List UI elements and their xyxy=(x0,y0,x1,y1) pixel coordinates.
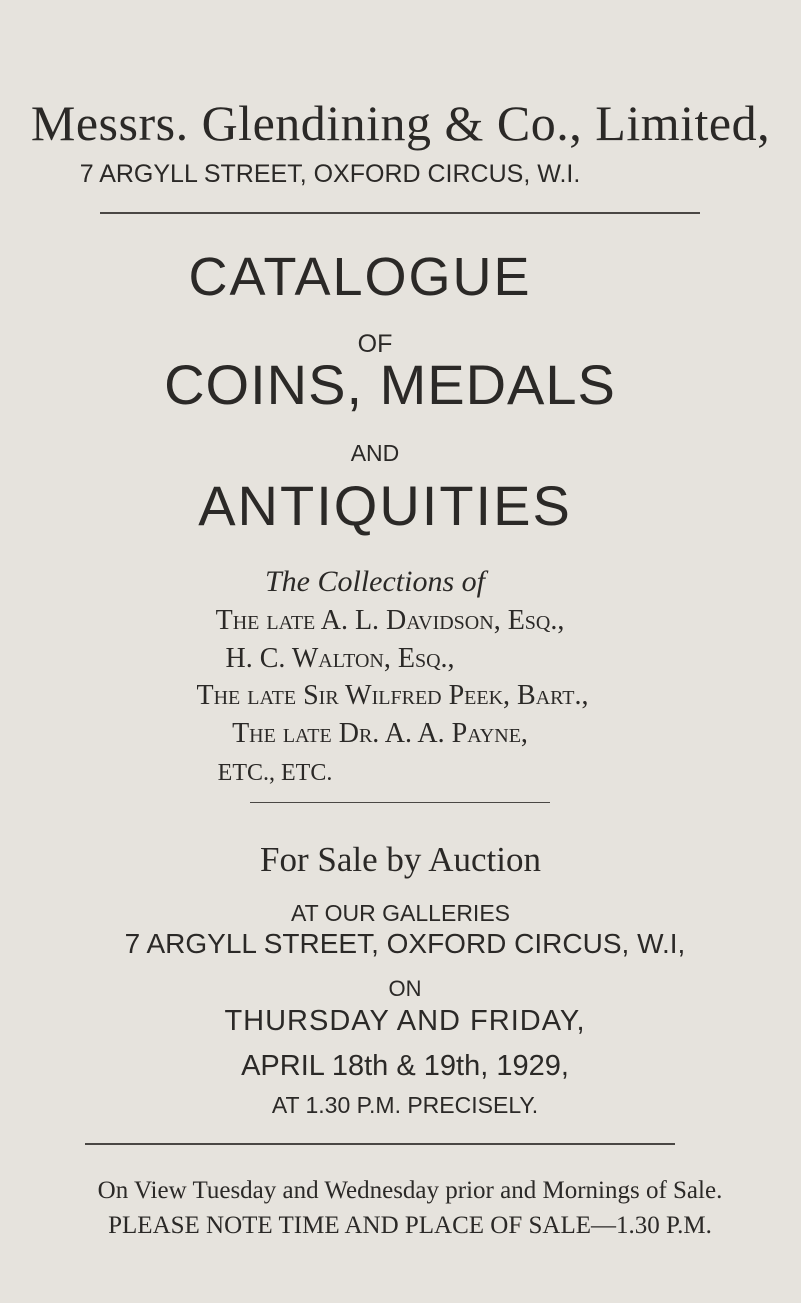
collection-item: The late Sir Wilfred Peek, Bart., xyxy=(196,680,589,711)
sale-heading: For Sale by Auction xyxy=(260,840,541,879)
catalogue-title: CATALOGUE xyxy=(188,247,532,307)
title-of: OF xyxy=(357,330,393,358)
title-and: AND xyxy=(350,440,400,466)
auction-days: THURSDAY AND FRIDAY, xyxy=(224,1005,586,1037)
title-antiquities: ANTIQUITIES xyxy=(198,474,572,537)
divider-middle xyxy=(250,802,550,803)
collection-item: The late Dr. A. A. Payne, xyxy=(232,718,528,749)
viewing-note: On View Tuesday and Wednesday prior and Mornings of Sale. xyxy=(97,1177,723,1204)
firm-name: Messrs. Glendining & Co., Limited, xyxy=(30,95,771,151)
auction-date: APRIL 18th & 19th, 1929, xyxy=(241,1050,569,1082)
title-coins-medals: COINS, MEDALS xyxy=(164,353,616,416)
divider-bottom xyxy=(85,1143,675,1145)
collection-item: H. C. Walton, Esq., xyxy=(225,643,455,674)
auction-address: 7 ARGYLL STREET, OXFORD CIRCUS, W.I, xyxy=(124,928,686,959)
divider-top xyxy=(100,212,700,214)
firm-address: 7 ARGYLL STREET, OXFORD CIRCUS, W.I. xyxy=(79,160,581,188)
auction-time: AT 1.30 P.M. PRECISELY. xyxy=(271,1092,539,1118)
collections-heading: The Collections of xyxy=(265,565,485,598)
collection-item-etc: ETC., ETC. xyxy=(217,760,333,786)
collection-item: The late A. L. Davidson, Esq., xyxy=(215,605,565,636)
time-place-note: PLEASE NOTE TIME AND PLACE OF SALE—1.30 P.M. xyxy=(108,1212,712,1239)
auction-on: ON xyxy=(388,976,422,1001)
galleries-line: AT OUR GALLERIES xyxy=(291,900,510,926)
